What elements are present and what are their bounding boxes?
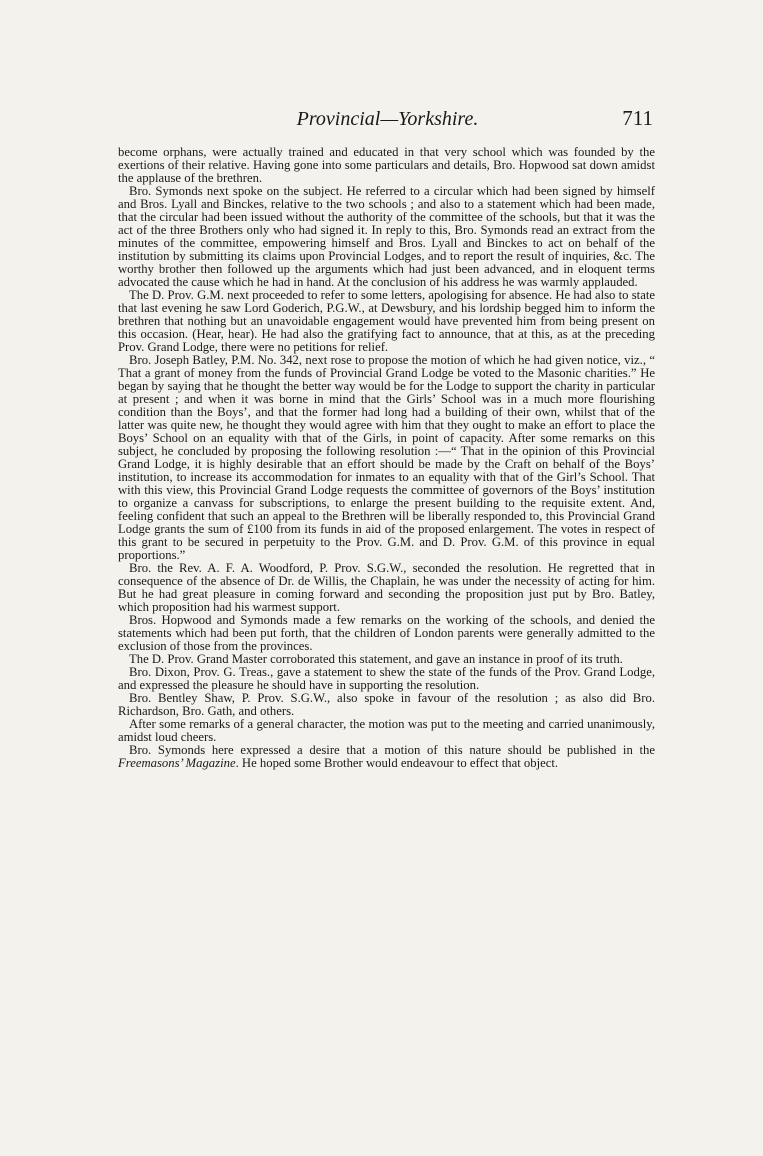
magazine-title: Freemasons’ Magazine [118,756,236,770]
running-title: Provincial—Yorkshire. [296,108,479,130]
final-paragraph [118,744,655,770]
paragraph: After some remarks of a general character, the motion was put to the meeting and carried unanimously, amidst loud cheers. [118,717,655,744]
paragraph: Bro. Dixon, Prov. G. Treas., gave a statement to shew the state of the funds of the Prov. Grand Lodge, and expressed the pleasure he should have in supporting the resolution. [118,665,655,692]
paragraph: The D. Prov. G.M. next proceeded to refer to some letters, apologising for absence. He had also to state that last evening he saw Lord Goderich, P.G.W., at Dewsbury, and his lordship begged him to inform the brethren that nothing but an unavoidable engagement would have prevented him from being present on this occasion. (Hear, hear). He had also the gratifying fact to announce, that at this, as at the preceding Prov. Grand Lodge, there were no petitions for relief. [118,288,655,354]
paragraph: The D. Prov. Grand Master corroborated this statement, and gave an instance in proof of its truth. [129,652,623,666]
paragraph: Bros. Hopwood and Symonds made a few remarks on the working of the schools, and denied the statements which had been put forth, that the children of London parents were generally admitted to the exclusion of those from the provinces. [118,613,655,653]
page-header [120,104,655,134]
page-number: 711 [622,106,653,130]
article-body [118,146,655,770]
final-paragraph-text-end: . He hoped some Brother would endeavour to effect that object. [235,756,559,770]
paragraph: Bro. the Rev. A. F. A. Woodford, P. Prov. S.G.W., seconded the resolution. He regretted that in consequence of the absence of Dr. de Willis, the Chaplain, he was under the necessity of acting for him. But he had great pleasure in coming forward and seconding the proposition just put by Bro. Batley, which proposition had his warmest support. [118,561,655,614]
final-paragraph-text: Bro. Symonds here expressed a desire that a motion of this nature should be published in the [129,743,655,757]
paragraph: Bro. Symonds next spoke on the subject. He referred to a circular which had been signed by himself and Bros. Lyall and Binckes, relative to the two schools ; and also to a statement which had been made, that the circular had been issued without the authority of the committee of the schools, but that it was the act of the three Brothers only who had signed it. In reply to this, Bro. Symonds read an extract from the minutes of the committee, empowering himself and Bros. Lyall and Binckes to act on behalf of the institution by submitting its claims upon Provincial Lodges, and to report the result of inquiries, &c. The worthy brother then followed up the arguments which had just been advanced, and in eloquent terms advocated the cause which he had in hand. At the conclusion of his address he was warmly applauded. [118,184,655,289]
paragraph: become orphans, were actually trained and educated in that very school which was founded by the exertions of their relative. Having gone into some particulars and details, Bro. Hopwood sat down amidst the applause of the brethren. [118,145,655,185]
paragraph: Bro. Joseph Batley, P.M. No. 342, next rose to propose the motion of which he had given notice, viz., “ That a grant of money from the funds of Provincial Grand Lodge be voted to the Masonic charities.” He began by saying that he thought the better way would be for the Lodge to support the charity in particular at present ; and when it was borne in mind that the Girls’ School was in a much more flourishing condition than the Boys’, and that the former had long had a building of their own, whilst that of the latter was quite new, he thought they would agree with him that they ought to make an effort to place the Boys’ School on an equality with that of the Girls, in point of capacity. After some remarks on this subject, he concluded by proposing the following resolution :—“ That in the opinion of this Provincial Grand Lodge, it is highly desirable that an effort should be made by the Craft on behalf of the Boys’ institution, to increase its accommodation for inmates to an equality with that of the Girl’s School. That with this view, this Provincial Grand Lodge requests the committee of governors of the Boys’ institution to organize a canvass for subscriptions, to enlarge the present building to the requisite extent. And, feeling confident that such an appeal to the Brethren will be liberally responded to, this Provincial Grand Lodge grants the sum of £100 from its funds in aid of the proposed enlargement. The votes in respect of this grant to be secured in perpetuity to the Prov. G.M. and D. Prov. G.M. of this province in equal proportions.” [118,353,655,562]
paragraph: Bro. Bentley Shaw, P. Prov. S.G.W., also spoke in favour of the resolution ; as also did Bro. Richardson, Bro. Gath, and others. [118,691,655,718]
